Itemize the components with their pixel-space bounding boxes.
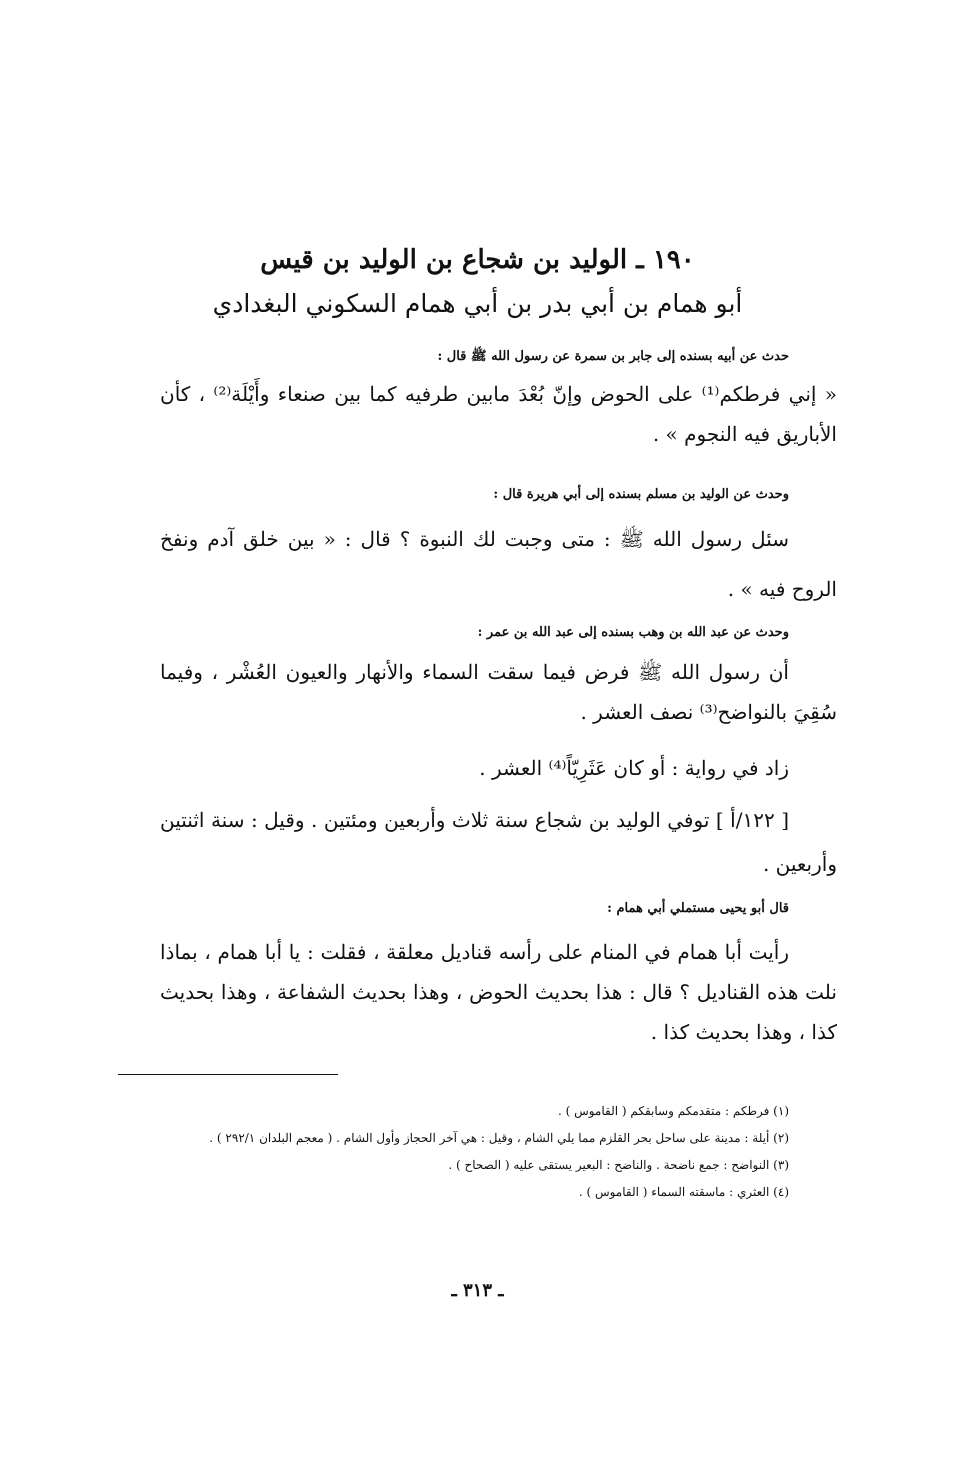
dream-block (160, 898, 837, 1052)
section-2-text: سئل رسول الله ﷺ : متى وجبت لك النبوة ؟ قال : « بين خلق آدم ونفخ الروح فيه » . (160, 527, 837, 601)
section-2-isnad: وحدث عن الوليد بن مسلم بسنده إلى أبي هريرة قال : (493, 487, 789, 502)
dream-text: رأيت أبا همام في المنام على رأسه قناديل معلقة ، فقلت : يا أبا همام ، بماذا نلت هذه القناديل ؟ قال : هذا بحديث الحوض ، وهذا بحديث الشفاعة ، وهذا بحديث كذا ، وهذا بحديث كذا . (160, 940, 837, 1044)
entry-title: ١٩٠ ـ الوليد بن شجاع بن الوليد بن قيس (260, 245, 695, 275)
page-number: ـ ٣١٣ ـ (451, 1280, 504, 1301)
footnote-separator (118, 1074, 338, 1075)
dream-isnad: قال أبو يحيى مستملي أبي همام : (607, 901, 789, 916)
footnotes (160, 1098, 837, 1206)
section-3 (160, 622, 837, 732)
footnote-3: (٣) النواضح : جمع ناضحة . والناضح : البعير يستقى عليه ( الصحاح ) . (448, 1158, 789, 1172)
death-note-block (160, 798, 837, 886)
section-3-text: أن رسول الله ﷺ فرض فيما سقت السماء والأنهار والعيون العُشْر ، وفيما سُقِيَ بالنواضح⁽³⁾ نصف العشر . (160, 660, 837, 724)
section-1-text: « إني فرطكم⁽¹⁾ على الحوض وإنّ بُعْدَ مابين طرفيه كما بين صنعاء وأَيْلَة⁽²⁾ ، كأن الأباريق فيه النجوم » . (160, 382, 838, 446)
addition-block (160, 748, 837, 788)
entry-subtitle: أبو همام بن أبي بدر بن أبي همام السكوني البغدادي (212, 289, 743, 318)
section-1 (160, 346, 837, 454)
death-note-text: [ ١٢٢/أ ] توفي الوليد بن شجاع سنة ثلاث وأربعين ومئتين . وقيل : سنة اثنتين وأربعين . (160, 808, 837, 876)
footnote-2: (٢) أيلة : مدينة على ساحل بحر القلزم مما يلي الشام ، وقيل : هي آخر الحجاز وأول الشام . ( معجم البلدان ٢٩٢/١ ) . (209, 1131, 789, 1145)
section-1-isnad: حدث عن أبيه بسنده إلى جابر بن سمرة عن رسول الله ﷺ قال : (437, 349, 789, 364)
section-2 (160, 484, 837, 614)
addition-text: زاد في رواية : أو كان عَثَرِيّاً⁽⁴⁾ العشر . (479, 756, 789, 780)
footnote-4: (٤) العثري : ماسقته السماء ( القاموس ) . (578, 1185, 789, 1199)
footnote-1: (١) فرطكم : متقدمكم وسابقكم ( القاموس ) . (557, 1104, 789, 1118)
section-3-isnad: وحدث عن عبد الله بن وهب بسنده إلى عبد الله بن عمر : (477, 625, 789, 640)
